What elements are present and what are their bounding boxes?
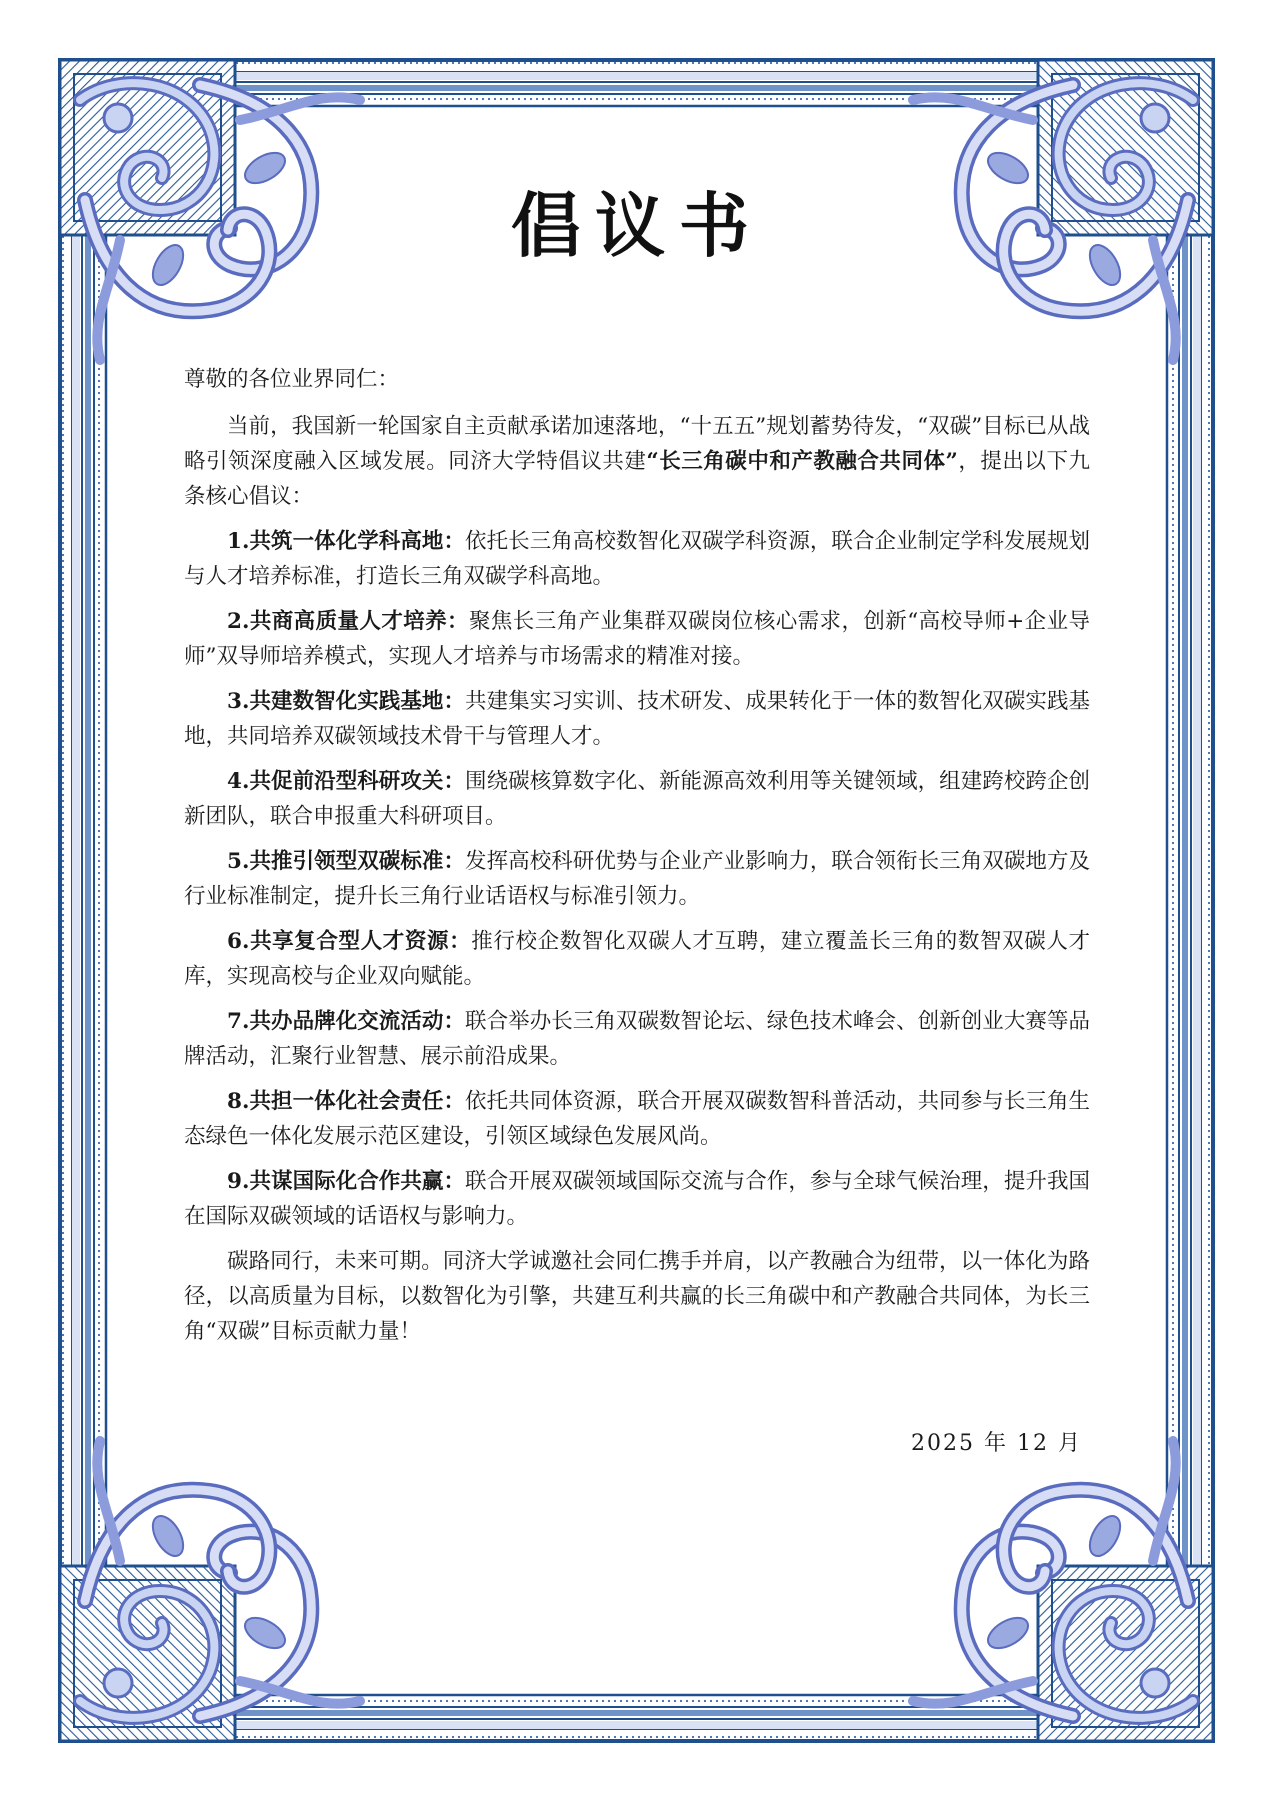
initiative-item-4 — [184, 764, 1090, 834]
intro-text-end: ，提出以下九条核心倡议： — [184, 449, 1090, 509]
initiative-title: 9.共谋国际化合作共赢： — [227, 1169, 466, 1194]
initiative-text: 依托共同体资源，联合开展双碳数智科普活动，共同参与长三角生态绿色一体化发展示范区建设，引领区域绿色发展风尚。 — [184, 1089, 1090, 1149]
initiative-item-3 — [184, 684, 1090, 754]
initiative-title: 3.共建数智化实践基地： — [227, 689, 466, 714]
initiative-item-7 — [184, 1004, 1090, 1074]
initiative-title: 4.共促前沿型科研攻关： — [227, 769, 466, 794]
initiative-text: 聚焦长三角产业集群双碳岗位核心需求，创新“高校导师+企业导师”双导师培养模式，实现人才培养与市场需求的精准对接。 — [184, 609, 1090, 669]
initiative-title: 6.共享复合型人才资源： — [227, 929, 472, 954]
document-body — [184, 362, 1090, 1359]
initiative-item-2 — [184, 604, 1090, 674]
document-title: 倡议书 — [511, 184, 763, 267]
document-date: 2025 年 12 月 — [911, 1431, 1082, 1456]
initiative-item-9 — [184, 1164, 1090, 1234]
initiative-title: 5.共推引领型双碳标准： — [227, 849, 466, 874]
closing-paragraph: 碳路同行，未来可期。同济大学诚邀社会同仁携手并肩，以产教融合为纽带，以一体化为路径，以高质量为目标，以数智化为引擎，共建互利共赢的长三角碳中和产教融合共同体，为长三角“双碳”目标贡献力量！ — [184, 1249, 1090, 1344]
initiative-item-6 — [184, 924, 1090, 994]
initiative-text: 发挥高校科研优势与企业产业影响力，联合领衔长三角双碳地方及行业标准制定，提升长三角行业话语权与标准引领力。 — [184, 849, 1090, 909]
initiative-text: 共建集实习实训、技术研发、成果转化于一体的数智化双碳实践基地，共同培养双碳领域技术骨干与管理人才。 — [184, 689, 1090, 749]
initiative-text: 依托长三角高校数智化双碳学科资源，联合企业制定学科发展规划与人才培养标准，打造长三角双碳学科高地。 — [184, 529, 1090, 589]
intro-highlight: “长三角碳中和产教融合共同体” — [646, 449, 958, 474]
initiative-title: 8.共担一体化社会责任： — [227, 1089, 466, 1114]
initiative-title: 7.共办品牌化交流活动： — [227, 1009, 466, 1034]
initiative-item-1 — [184, 524, 1090, 594]
initiative-title: 2.共商高质量人才培养： — [227, 609, 469, 634]
intro-paragraph — [184, 409, 1090, 514]
initiative-text: 联合举办长三角双碳数智论坛、绿色技术峰会、创新创业大赛等品牌活动，汇聚行业智慧、展示前沿成果。 — [184, 1009, 1090, 1069]
intro-text: 当前，我国新一轮国家自主贡献承诺加速落地，“十五五”规划蓄势待发，“双碳”目标已从战略引领深度融入区域发展。同济大学特倡议共建 — [184, 414, 1090, 474]
initiative-title: 1.共筑一体化学科高地： — [227, 529, 466, 554]
initiative-item-5 — [184, 844, 1090, 914]
initiative-item-8 — [184, 1084, 1090, 1154]
initiative-text: 推行校企数智化双碳人才互聘，建立覆盖长三角的数智双碳人才库，实现高校与企业双向赋能。 — [184, 929, 1090, 989]
document-content — [184, 140, 1090, 1700]
greeting: 尊敬的各位业界同仁： — [184, 367, 400, 392]
initiative-text: 联合开展双碳领域国际交流与合作，参与全球气候治理，提升我国在国际双碳领域的话语权与影响力。 — [184, 1169, 1090, 1229]
initiative-text: 围绕碳核算数字化、新能源高效利用等关键领域，组建跨校跨企创新团队，联合申报重大科研项目。 — [184, 769, 1090, 829]
